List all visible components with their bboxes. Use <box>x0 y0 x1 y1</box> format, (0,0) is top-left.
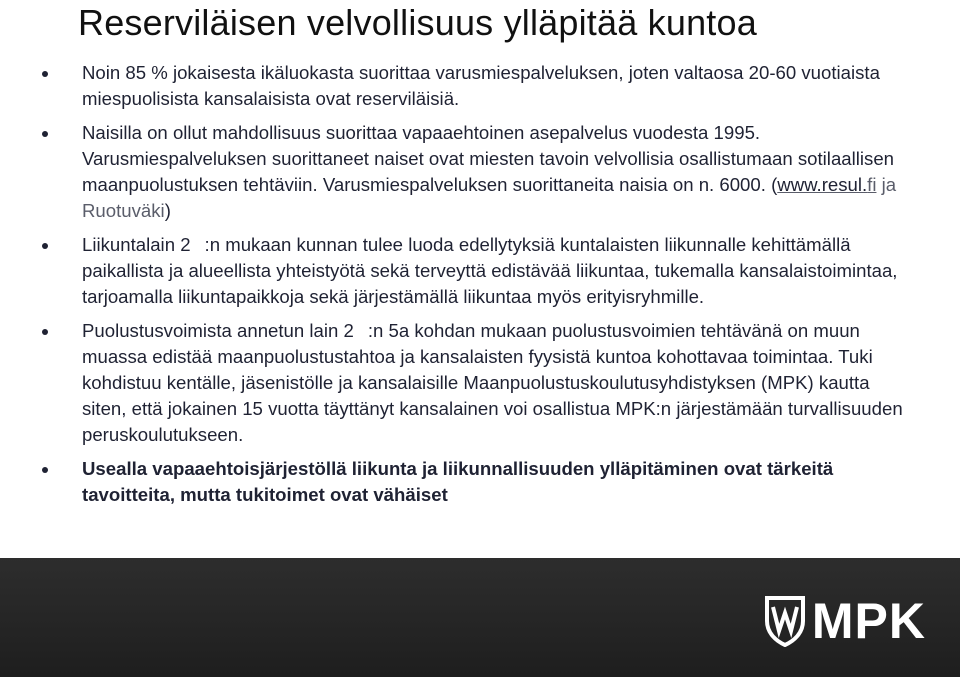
bullet-item-volunteer-organisations <box>40 456 910 508</box>
bullet-text-pre: Puolustusvoimista annetun lain 2 <box>82 320 354 341</box>
bullet-item-defence-forces-law <box>40 318 910 448</box>
bullet-text: Noin 85 % jokaisesta ikäluokasta suorittaa varusmiespalveluksen, joten valtaosa 20-60 vuotiaista miespuolisista kansalaisista ovat reserviläisiä. <box>82 62 880 109</box>
bullet-item-sports-law <box>40 232 910 310</box>
resul-link-host: www.resul. <box>777 174 868 195</box>
mpk-shield-icon <box>764 595 806 647</box>
bullet-text-post: :n mukaan kunnan tulee luoda edellytyksiä kuntalaisten liikunnalle kehittämällä paikallista ja alueellista yhteistyötä sekä terveyttä edistävää liikuntaa, tukemalla kansalaistoimintaa, tarjoamalla liikuntapaikkoja sekä järjestämällä liikuntaa myös erityisryhmille. <box>82 234 898 307</box>
mpk-logo-text: MPK <box>811 593 926 649</box>
resul-link[interactable] <box>777 174 876 195</box>
bullet-text: Usealla vapaaehtoisjärjestöllä liikunta ja liikunnallisuuden ylläpitäminen ovat tärkeitä tavoitteita, mutta tukitoimet ovat vähäiset <box>82 458 834 505</box>
mpk-logo <box>764 594 926 648</box>
bullet-text-pre: Liikuntalain 2 <box>82 234 191 255</box>
bullet-text: Naisilla on ollut mahdollisuus suorittaa vapaaehtoinen asepalvelus vuodesta 1995. Varusmiespalveluksen suorittaneet naiset ovat miesten tavoin velvollisia osallistumaan sotilaallisen maanpuolustuksen tehtäviin. Varusmiespalveluksen suorittaneita naisia on n. 6000. ( <box>82 122 894 195</box>
resul-link-tld: fi <box>867 174 877 195</box>
bullet-close-paren: ) <box>164 200 171 221</box>
bullet-text-post: :n 5a kohdan mukaan puolustusvoimien tehtävänä on muun muassa edistää maanpuolustustahtoa ja kansalaisten fyysistä kuntoa kohottavaa toimintaa. Tuki kohdistuu kentälle, jäsenistölle ja kansalaisille Maanpuolustuskoulutusyhdistyksen (MPK) kautta siten, että jokainen 15 vuotta täyttänyt kansalainen voi osallistua MPK:n järjestämään turvallisuuden peruskoulutukseen. <box>82 320 903 445</box>
bullet-list <box>40 60 910 516</box>
bullet-item-reservists <box>40 60 910 112</box>
source-ruotuvaki: ja Ruotuväki <box>82 174 897 221</box>
slide-title: Reserviläisen velvollisuus ylläpitää kuntoa <box>78 2 757 43</box>
footer-bar <box>0 558 960 677</box>
bullet-item-women-service <box>40 120 910 224</box>
